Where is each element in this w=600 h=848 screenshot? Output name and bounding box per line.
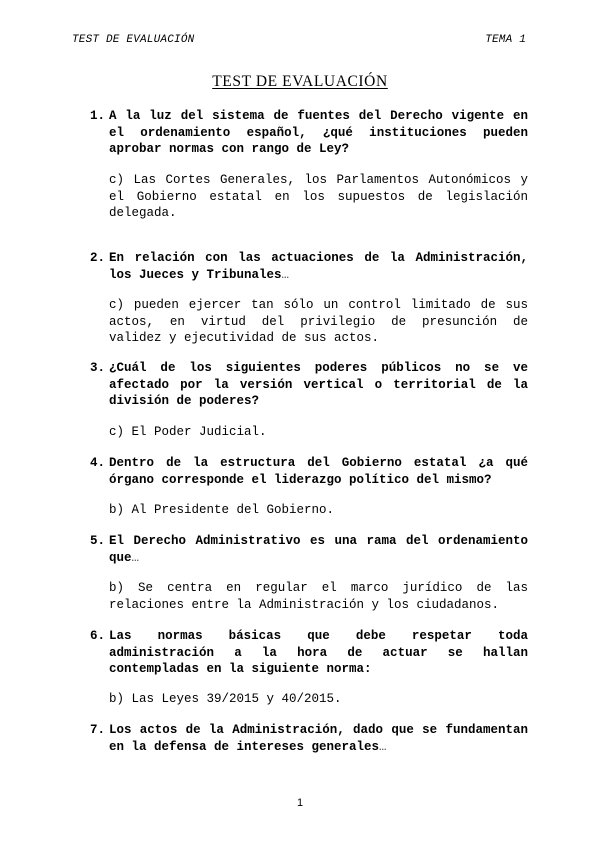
question-text: Las normas básicas que debe respetar toda administración a la hora de actuar se hallan contempladas en la siguiente norma: — [109, 629, 528, 676]
page-number: 1 — [296, 797, 304, 809]
question-number: 7. — [90, 723, 106, 737]
question-1 — [90, 108, 528, 158]
question-7 — [90, 722, 528, 755]
running-header-left: TEST DE EVALUACIÓN — [72, 34, 195, 46]
question-text: ¿Cuál de los siguientes poderes públicos no se ve afectado por la versión vertical o territorial de la división de poderes? — [109, 361, 528, 408]
question-text: El Derecho Administrativo es una rama del ordenamiento que… — [109, 534, 528, 565]
running-header-right: TEMA 1 — [485, 34, 526, 46]
question-number: 4. — [90, 456, 106, 470]
question-number: 1. — [90, 109, 106, 123]
question-text: A la luz del sistema de fuentes del Derecho vigente en el ordenamiento español, ¿qué instituciones pueden aprobar normas con rango de Ley? — [109, 109, 528, 156]
question-5 — [90, 533, 528, 566]
question-4 — [90, 455, 528, 488]
question-text: Dentro de la estructura del Gobierno estatal ¿a qué órgano corresponde el liderazgo político del mismo? — [109, 456, 528, 487]
answer-5: b) Se centra en regular el marco jurídico de las relaciones entre la Administración y los ciudadanos. — [109, 581, 528, 612]
question-3 — [90, 360, 528, 410]
question-number: 2. — [90, 251, 106, 265]
question-6 — [90, 628, 528, 678]
question-number: 3. — [90, 361, 106, 375]
question-2 — [90, 250, 528, 283]
question-number: 6. — [90, 629, 106, 643]
answer-2: c) pueden ejercer tan sólo un control limitado de sus actos, en virtud del privilegio de presunción de validez y ejecutividad de sus actos. — [109, 298, 528, 345]
ellipsis: … — [379, 739, 387, 754]
question-number: 5. — [90, 534, 106, 548]
answer-1: c) Las Cortes Generales, los Parlamentos Autonómicos y el Gobierno estatal en los supuestos de legislación delegada. — [109, 173, 528, 220]
question-text: Los actos de la Administración, dado que se fundamentan en la defensa de intereses generales… — [109, 723, 528, 754]
answer-3: c) El Poder Judicial. — [109, 425, 267, 439]
question-text: En relación con las actuaciones de la Administración, los Jueces y Tribunales… — [109, 251, 528, 282]
answer-4: b) Al Presidente del Gobierno. — [109, 503, 335, 517]
ellipsis: … — [131, 550, 140, 565]
answer-6: b) Las Leyes 39/2015 y 40/2015. — [109, 692, 342, 706]
page-title: TEST DE EVALUACIÓN — [212, 73, 388, 90]
ellipsis: … — [281, 267, 290, 282]
